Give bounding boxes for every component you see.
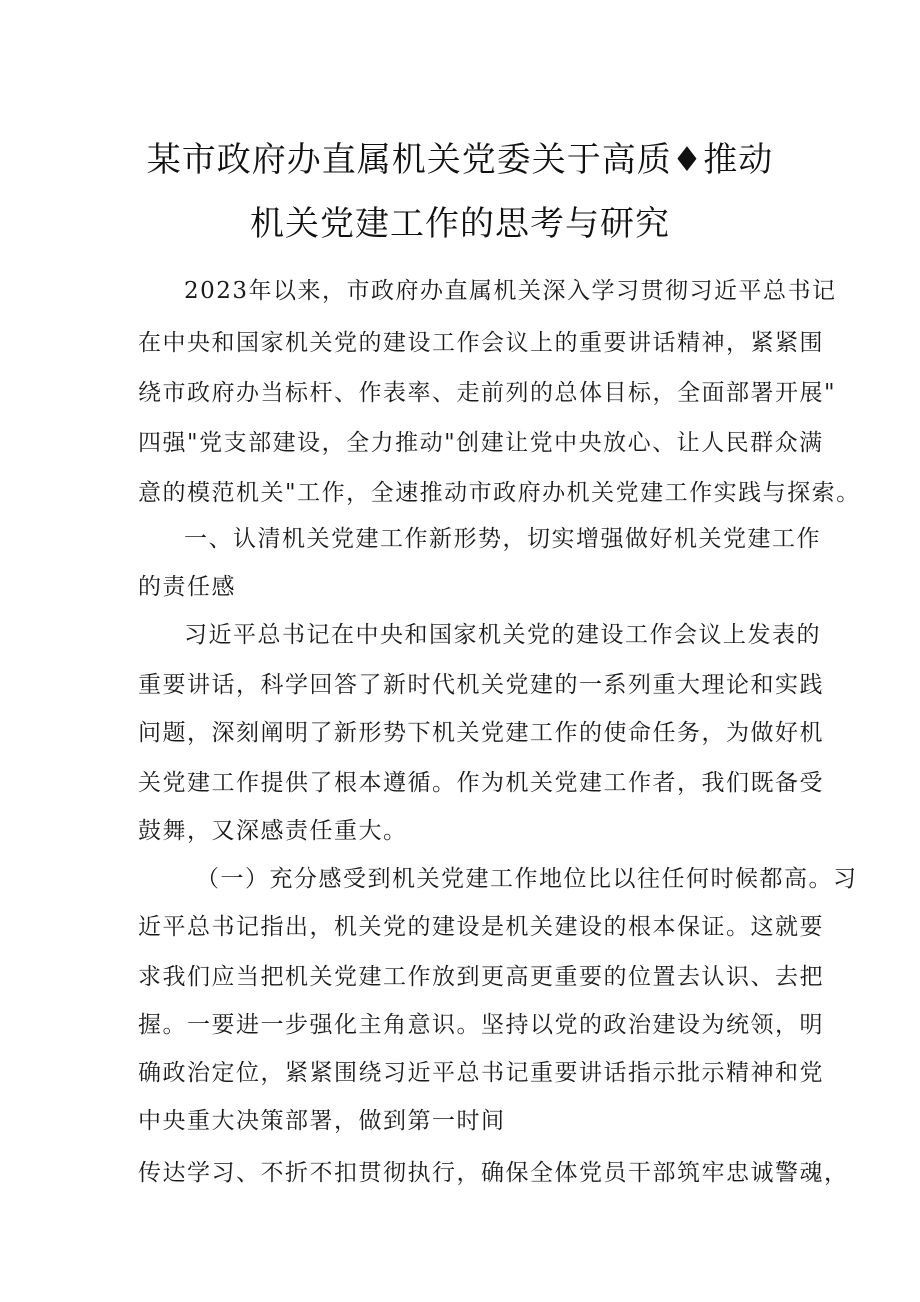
- body-line: 中央重大决策部署，做到第一时间: [138, 1108, 506, 1134]
- body-line: 传达学习、不折不扣贯彻执行，确保全体党员干部筑牢忠诚警魂，: [138, 1160, 849, 1186]
- body-line: 近平总书记指出，机关党的建设是机关建设的根本保证。这就要: [138, 914, 824, 940]
- section-heading-1: 一、认清机关党建工作新形势，切实增强做好机关党建工作: [184, 526, 821, 552]
- document-title-line-1: 某市政府办直属机关党委关于高质♦推动: [146, 140, 774, 180]
- body-line: 习近平总书记在中央和国家机关党的建设工作会议上发表的: [184, 622, 821, 648]
- body-line: 在中央和国家机关党的建设工作会议上的重要讲话精神，紧紧围: [138, 330, 824, 356]
- section-heading-1-continued: 的责任感: [138, 574, 236, 600]
- body-line: 绕市政府办当标杆、作表率、走前列的总体目标，全面部署开展": [138, 380, 837, 406]
- body-line: 求我们应当把机关党建工作放到更高更重要的位置去认识、去把: [138, 964, 824, 990]
- body-line: 重要讲话，科学回答了新时代机关党建的一系列重大理论和实践: [138, 672, 824, 698]
- body-line: 2023年以来，市政府办直属机关深入学习贯彻习近平总书记: [184, 278, 837, 304]
- body-line: 确政治定位，紧紧围绕习近平总书记重要讲话指示批示精神和党: [138, 1060, 824, 1086]
- body-line: 意的模范机关"工作，全速推动市政府办机关党建工作实践与探索。: [138, 480, 861, 506]
- body-line: 握。一要进一步强化主角意识。坚持以党的政治建设为统领，明: [138, 1012, 824, 1038]
- body-line: 鼓舞，又深感责任重大。: [138, 818, 408, 844]
- body-line: 问题，深刻阐明了新形势下机关党建工作的使命任务，为做好机: [138, 720, 824, 746]
- body-line: 四强"党支部建设，全力推动"创建让党中央放心、让人民群众满: [138, 430, 824, 456]
- document-title-line-2: 机关党建工作的思考与研究: [250, 204, 670, 244]
- body-line: 关党建工作提供了根本遵循。作为机关党建工作者，我们既备受: [138, 770, 824, 796]
- subsection-heading-1: （一）充分感受到机关党建工作地位比以往任何时候都高。习: [196, 866, 858, 892]
